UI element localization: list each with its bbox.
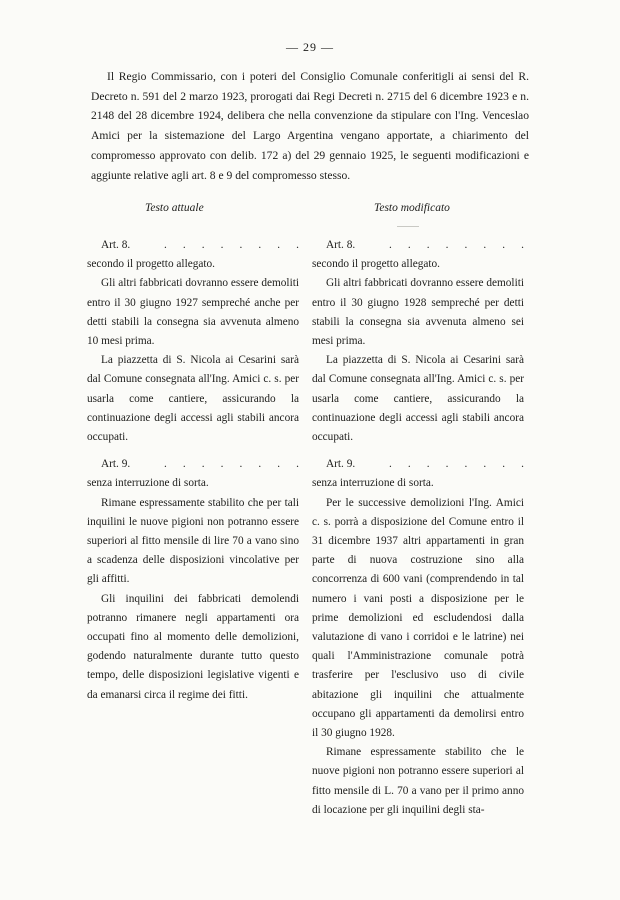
heading-rule bbox=[397, 226, 419, 227]
paragraph: Per le successive demolizioni l'Ing. Amici c. s. porrà a disposizione del Comune entro il 31 dicembre 1937 altri appartamenti in gran parte di nuova costruzione sino alla concorrenza di 600 vani (comprendendo in tal numero i vani posti a disposizione per le prime demolizioni ed escludendosi dalla valutazione di vano i corridoi e le latrine) nei quali l'Amministrazione comunale potrà trasferire per l'esclusivo uso di civile abitazione gli inquilini che attualmente occupano gli appartamenti da demolirsi entro il 30 giugno 1928. bbox=[312, 496, 524, 740]
right-column-heading: Testo modificato bbox=[374, 202, 450, 214]
art-8-label: Art. 8. bbox=[101, 239, 131, 251]
right-column bbox=[312, 236, 524, 820]
paragraph: Gli inquilini dei fabbricati demolendi potranno rimanere negli appartamenti ora occupati fino al momento delle demolizioni, godendo naturalmente durante tutto questo tempo, delle disposizioni legislative vigenti e da emanarsi circa il regime dei fitti. bbox=[87, 592, 299, 701]
art-9-continuation: senza interruzione di sorta. bbox=[312, 477, 434, 490]
paragraph: Rimane espressamente stabilito che le nuove pigioni non potranno essere superiori al fitto mensile di L. 70 a vano per il primo anno di locazione per gli inquilini degli sta- bbox=[312, 746, 524, 816]
art-9-continuation: senza interruzione di sorta. bbox=[87, 477, 209, 490]
left-column-heading: Testo attuale bbox=[145, 202, 204, 214]
dot-leader: . . . . . . . . bbox=[389, 458, 524, 471]
art-9-label: Art. 9. bbox=[326, 458, 356, 471]
art-9-line bbox=[312, 455, 524, 474]
art-8-line bbox=[87, 236, 299, 255]
art-8-continuation: secondo il progetto allegato. bbox=[312, 258, 440, 271]
dot-leader: . . . . . . . . bbox=[389, 239, 524, 251]
art-8-continuation: secondo il progetto allegato. bbox=[87, 258, 215, 271]
paragraph: La piazzetta di S. Nicola ai Cesarini sarà dal Comune consegnata all'Ing. Amici c. s. per usarla come cantiere, assicurando la continuazione degli accessi agli stabili ancora occupati. bbox=[312, 354, 524, 444]
art-8-line bbox=[312, 236, 524, 255]
intro-paragraph: Il Regio Commissario, con i poteri del Consiglio Comunale conferitigli ai sensi del R. Decreto n. 591 del 2 marzo 1923, prorogati dai Regi Decreti n. 2715 del 6 dicembre 1923 e n. 2148 del 28 dicembre 1924, delibera che nella convenzione da stipulare con l'Ing. Venceslao Amici per la sistemazione del Largo Argentina vengano apportate, a chiarimento del compromesso approvato con delib. 172 a) del 29 gennaio 1925, le seguenti modificazioni e aggiunte relative agli art. 8 e 9 del compromesso stesso. bbox=[91, 70, 529, 182]
art-9-line bbox=[87, 455, 299, 474]
dot-leader: . . . . . . . . bbox=[164, 239, 299, 251]
paragraph: Gli altri fabbricati dovranno essere demoliti entro il 30 giugno 1927 sempreché anche per detti stabili la consegna sia avvenuta almeno 10 mesi prima. bbox=[87, 277, 299, 348]
dot-leader: . . . . . . . . bbox=[164, 458, 299, 471]
page-number: — 29 — bbox=[286, 40, 334, 54]
paragraph: La piazzetta di S. Nicola ai Cesarini sarà dal Comune consegnata all'Ing. Amici c. s. per usarla come cantiere, assicurando la continuazione degli accessi agli stabili ancora occupati. bbox=[87, 354, 299, 444]
art-8-label: Art. 8. bbox=[326, 239, 356, 251]
paragraph: Rimane espressamente stabilito che per tali inquilini le nuove pigioni non potranno essere superiori al fitto mensile di lire 70 a vano sino a scadenza delle disposizioni vincolative per gli affitti. bbox=[87, 496, 299, 586]
art-9-label: Art. 9. bbox=[101, 458, 131, 471]
paragraph: Gli altri fabbricati dovranno essere demoliti entro il 30 giugno 1928 sempreché per detti stabili la consegna sia avvenuta almeno sei mesi prima. bbox=[312, 277, 524, 348]
left-column bbox=[87, 236, 299, 705]
